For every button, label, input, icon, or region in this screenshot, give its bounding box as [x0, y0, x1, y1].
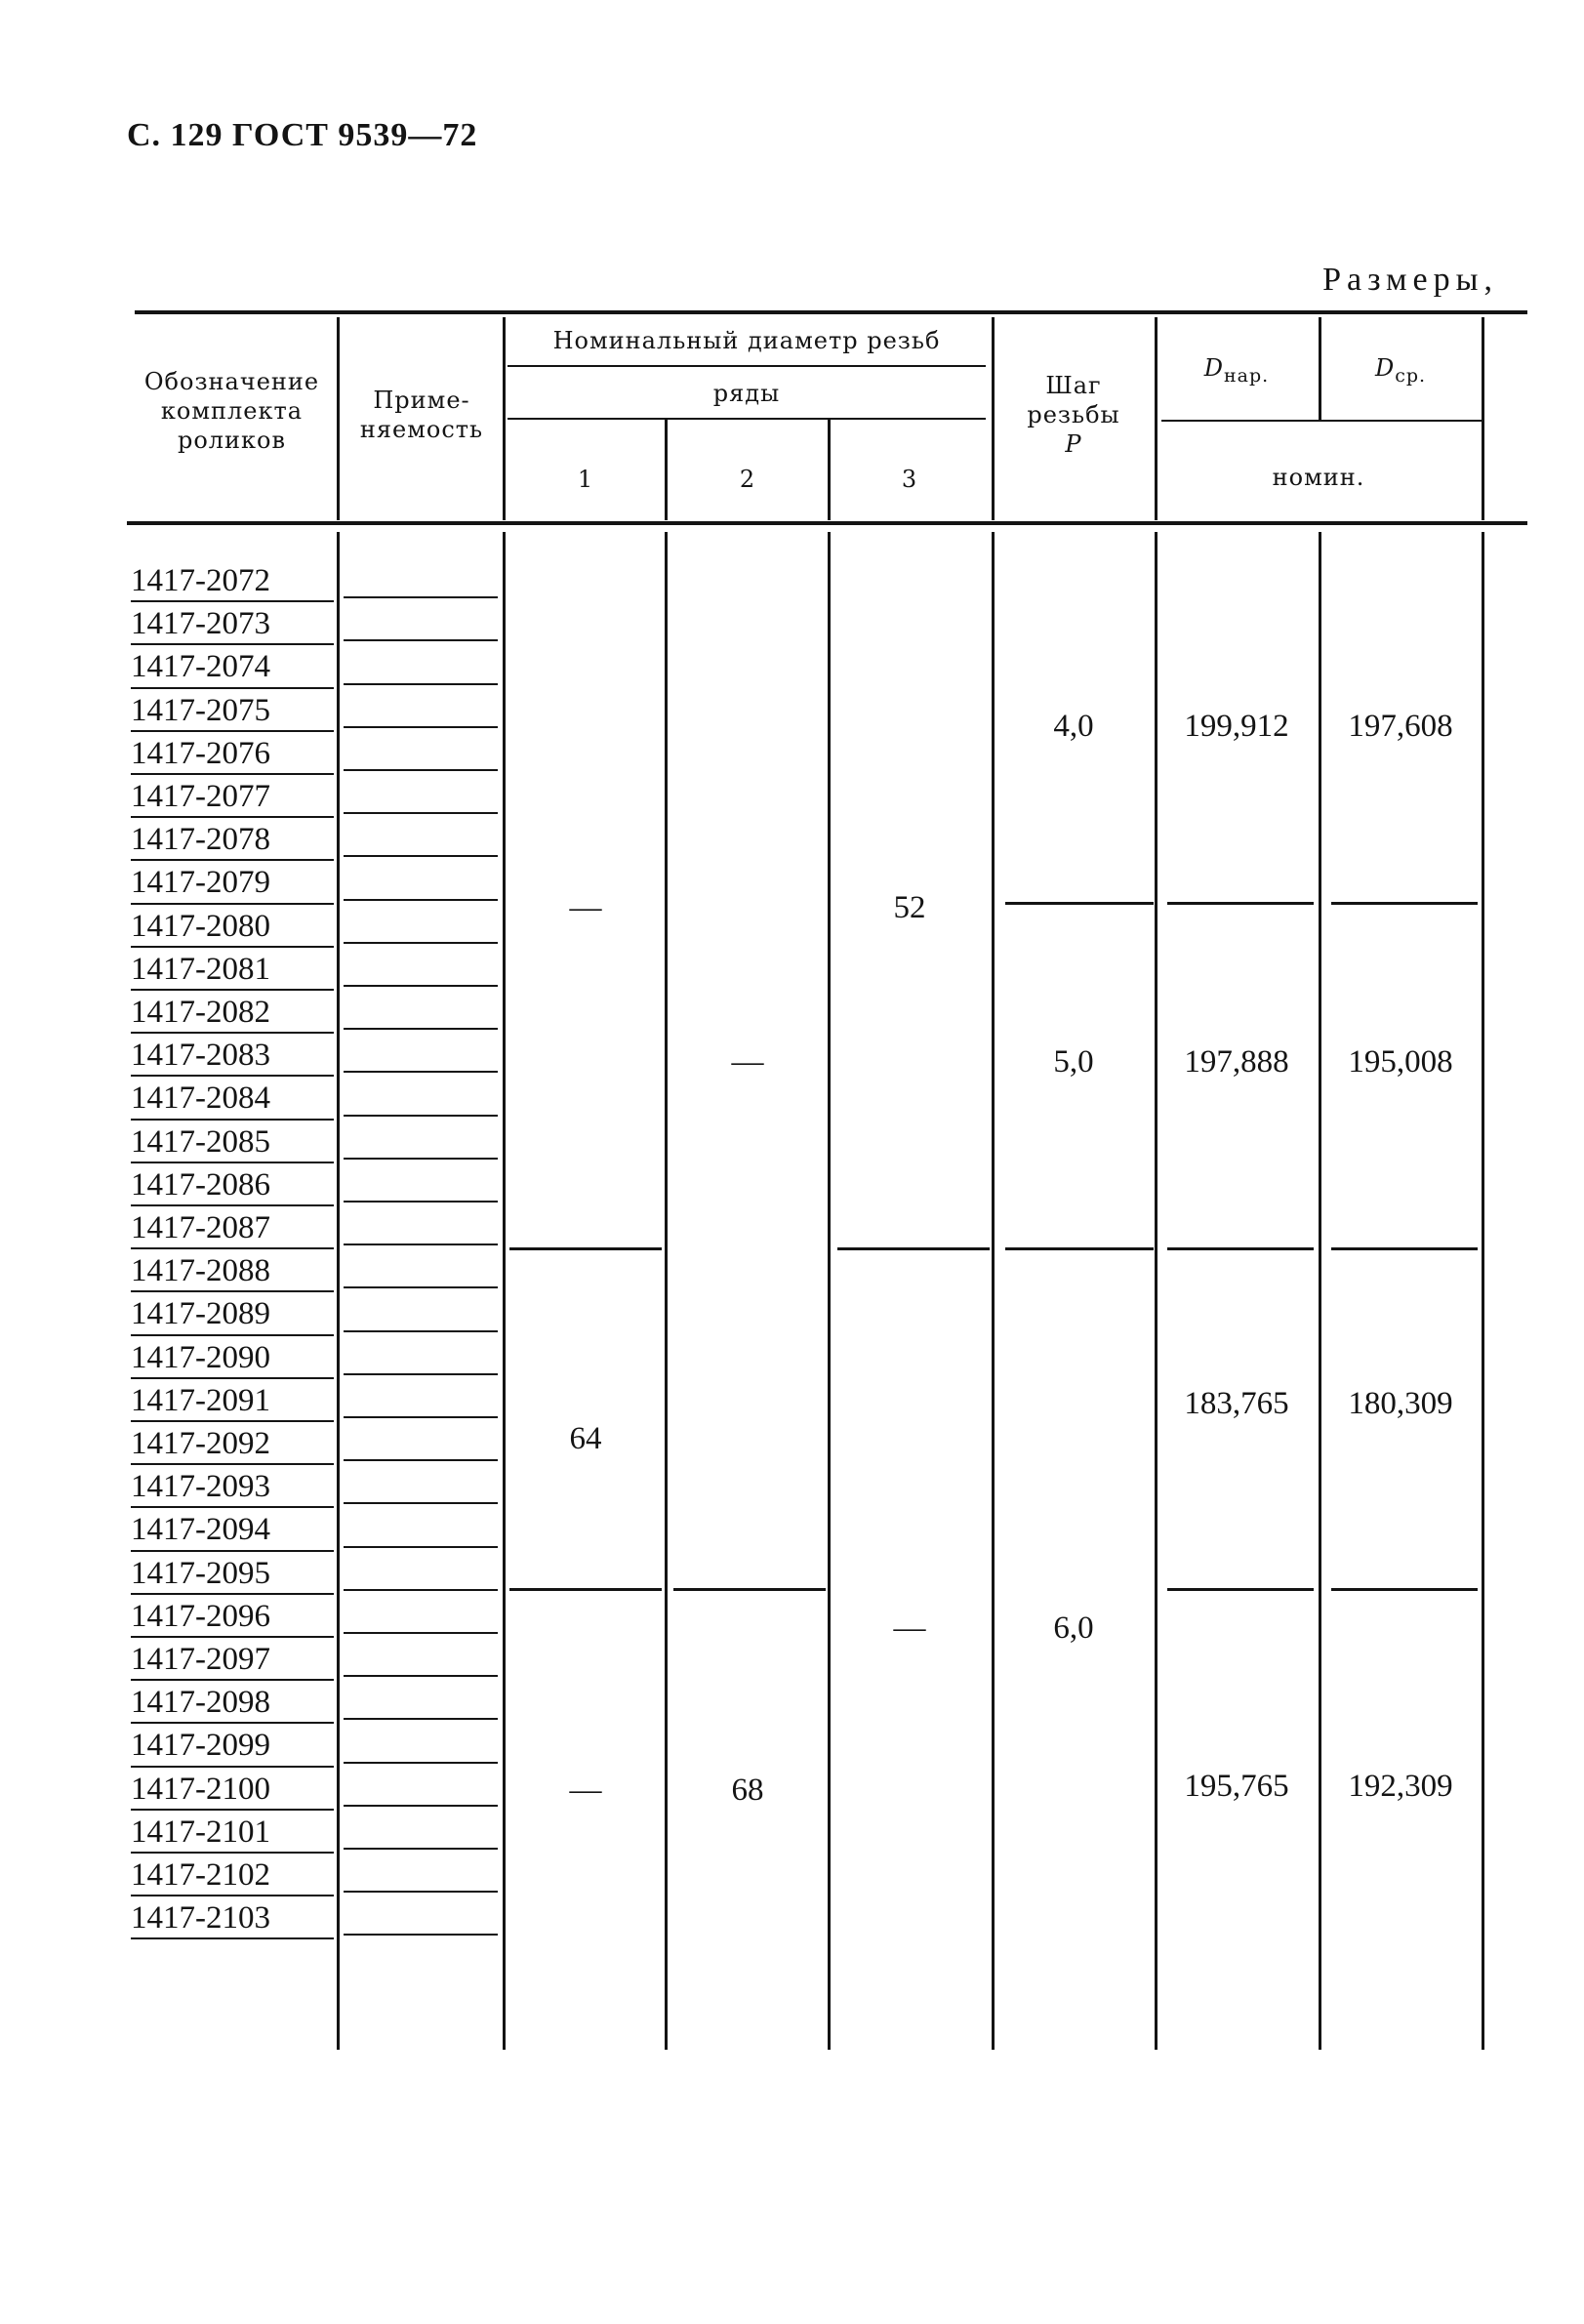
col-line: [828, 420, 831, 520]
diam-header-rule: [508, 365, 986, 367]
col-line: [1482, 317, 1484, 520]
applicability-line: [344, 855, 498, 857]
applicability-line: [344, 1373, 498, 1375]
pitch-value: 5,0: [1053, 1044, 1094, 1080]
applicability-line: [344, 726, 498, 728]
row2-value: —: [731, 1044, 764, 1080]
designation-cell: 1417-2090: [131, 1339, 270, 1375]
applicability-line: [344, 1589, 498, 1591]
designation-cell: 1417-2096: [131, 1598, 270, 1634]
d-outer-value: 183,765: [1184, 1386, 1289, 1421]
applicability-line: [344, 1459, 498, 1461]
d-outer-value: 195,765: [1184, 1769, 1289, 1804]
designation-cell: 1417-2081: [131, 951, 270, 987]
row3-group-rule: [837, 1247, 990, 1250]
applicability-line: [344, 1502, 498, 1504]
designation-header-line: роликов: [177, 427, 286, 454]
rows-header: ряды: [712, 380, 781, 407]
designation-cell: 1417-2095: [131, 1555, 270, 1591]
applicability-line: [344, 1546, 498, 1548]
nominal-header: номин.: [1272, 464, 1365, 491]
col-line: [665, 420, 668, 520]
designation-cell: 1417-2101: [131, 1814, 270, 1850]
designation-cell: 1417-2098: [131, 1685, 270, 1721]
designation-cell: 1417-2102: [131, 1857, 270, 1893]
d-mid-group-rule: [1331, 1588, 1478, 1591]
row1-value: 64: [569, 1421, 602, 1456]
applicability-line: [344, 1934, 498, 1936]
pitch-value: 6,0: [1053, 1610, 1094, 1646]
page-header: С. 129 ГОСТ 9539—72: [127, 117, 478, 153]
applicability-line: [344, 1718, 498, 1720]
units-label: Размеры,: [1322, 262, 1498, 298]
applicability-line: [344, 1330, 498, 1332]
row2-header: 2: [739, 466, 756, 493]
designation-cell: 1417-2087: [131, 1210, 270, 1245]
d-mid-header: [1322, 353, 1479, 390]
applicability-line: [344, 1632, 498, 1634]
d-mid-value: 197,608: [1348, 709, 1453, 744]
designation-cell: 1417-2084: [131, 1080, 270, 1117]
d-outer-value: 199,912: [1184, 709, 1289, 744]
d-outer-group-rule: [1167, 902, 1314, 905]
applicability-line: [344, 1848, 498, 1850]
applicability-line: [344, 1158, 498, 1160]
d-mid-value: 195,008: [1348, 1044, 1453, 1080]
d-outer-header: [1158, 353, 1315, 390]
applicability-line: [344, 596, 498, 598]
designation-cell: 1417-2097: [131, 1642, 270, 1677]
applicability-line: [344, 1762, 498, 1764]
pitch-header-line: P: [1065, 430, 1082, 458]
col-line: [992, 532, 995, 2050]
applicability-header-line: няемость: [359, 416, 484, 443]
applicability-line: [344, 683, 498, 685]
designation-cell: 1417-2085: [131, 1123, 270, 1160]
applicability-line: [344, 942, 498, 944]
applicability-line: [344, 1201, 498, 1203]
applicability-line: [344, 1028, 498, 1030]
col-line: [665, 532, 668, 2050]
row1-value: —: [569, 1773, 602, 1808]
rows-header-rule: [508, 418, 986, 420]
d-mid-group-rule: [1331, 1247, 1478, 1250]
designation-cell: 1417-2091: [131, 1382, 270, 1418]
col-line: [503, 317, 506, 520]
designation-header-line: Обозначение: [143, 368, 320, 395]
applicability-line: [344, 1115, 498, 1117]
designation-cell: 1417-2075: [131, 692, 270, 728]
d-mid-symbol: D: [1374, 354, 1396, 382]
row2-group-rule: [673, 1588, 826, 1591]
pitch-header: [995, 371, 1152, 459]
designation-cell: 1417-2089: [131, 1296, 270, 1332]
designation-cell: 1417-2088: [131, 1253, 270, 1289]
row1-value: —: [569, 890, 602, 925]
pitch-value: 4,0: [1053, 709, 1094, 744]
designation-cell: 1417-2100: [131, 1771, 270, 1807]
row1-group-rule: [509, 1247, 662, 1250]
row1-header: 1: [577, 466, 594, 493]
d-mid-value: 192,309: [1348, 1769, 1453, 1804]
applicability-line: [344, 1416, 498, 1418]
col-line: [1319, 532, 1321, 2050]
pitch-group-rule: [1005, 1247, 1154, 1250]
header-bottom-rule: [127, 521, 1527, 525]
d-outer-subscript: нар.: [1224, 364, 1270, 387]
pitch-header-line: Шаг: [1045, 372, 1102, 399]
d-mid-group-rule: [1331, 902, 1478, 905]
row3-value: —: [893, 1610, 926, 1646]
applicability-line: [344, 899, 498, 901]
designation-cell: 1417-2099: [131, 1728, 270, 1764]
designation-cell: 1417-2094: [131, 1512, 270, 1548]
designation-underline: [131, 1937, 334, 1939]
applicability-line: [344, 1244, 498, 1245]
designation-header: [132, 367, 332, 455]
col-line: [1155, 317, 1158, 520]
applicability-header: [344, 386, 500, 444]
d-outer-value: 197,888: [1184, 1044, 1289, 1080]
designation-header-line: комплекта: [160, 397, 304, 425]
designation-cell: 1417-2074: [131, 649, 270, 685]
applicability-line: [344, 1805, 498, 1807]
table-top-rule: [135, 310, 1527, 314]
designation-cell: 1417-2093: [131, 1469, 270, 1505]
col-line: [828, 532, 831, 2050]
applicability-line: [344, 812, 498, 814]
applicability-line: [344, 985, 498, 987]
col-line: [1155, 532, 1158, 2050]
designation-cell: 1417-2073: [131, 606, 270, 642]
designation-cell: 1417-2076: [131, 735, 270, 771]
designation-cell: 1417-2080: [131, 908, 270, 944]
d-outer-symbol: D: [1203, 354, 1225, 382]
designation-cell: 1417-2092: [131, 1426, 270, 1461]
row2-value: 68: [731, 1773, 764, 1808]
designation-cell: 1417-2103: [131, 1900, 270, 1937]
col-line: [337, 317, 340, 520]
d-outer-group-rule: [1167, 1588, 1314, 1591]
dim-header-rule: [1161, 420, 1482, 422]
applicability-line: [344, 1891, 498, 1893]
applicability-line: [344, 1675, 498, 1677]
d-outer-group-rule: [1167, 1247, 1314, 1250]
pitch-group-rule: [1005, 902, 1154, 905]
designation-cell: 1417-2072: [131, 563, 270, 598]
d-mid-value: 180,309: [1348, 1386, 1453, 1421]
applicability-line: [344, 1286, 498, 1288]
applicability-line: [344, 639, 498, 641]
applicability-header-line: Приме-: [373, 387, 470, 414]
applicability-line: [344, 1071, 498, 1073]
designation-cell: 1417-2078: [131, 822, 270, 858]
d-mid-subscript: ср.: [1395, 364, 1427, 387]
col-line: [1482, 532, 1484, 2050]
applicability-line: [344, 769, 498, 771]
designation-cell: 1417-2083: [131, 1038, 270, 1074]
row3-header: 3: [901, 466, 918, 493]
col-line: [503, 532, 506, 2050]
designation-cell: 1417-2077: [131, 779, 270, 814]
pitch-header-line: резьбы: [1027, 401, 1120, 428]
nominal-diameter-header: Номинальный диаметр резьб: [552, 327, 941, 354]
designation-cell: 1417-2082: [131, 995, 270, 1030]
col-line: [1319, 317, 1321, 420]
designation-cell: 1417-2086: [131, 1166, 270, 1203]
designation-cell: 1417-2079: [131, 865, 270, 901]
row1-group-rule: [509, 1588, 662, 1591]
row3-value: 52: [893, 890, 926, 925]
col-line: [992, 317, 995, 520]
